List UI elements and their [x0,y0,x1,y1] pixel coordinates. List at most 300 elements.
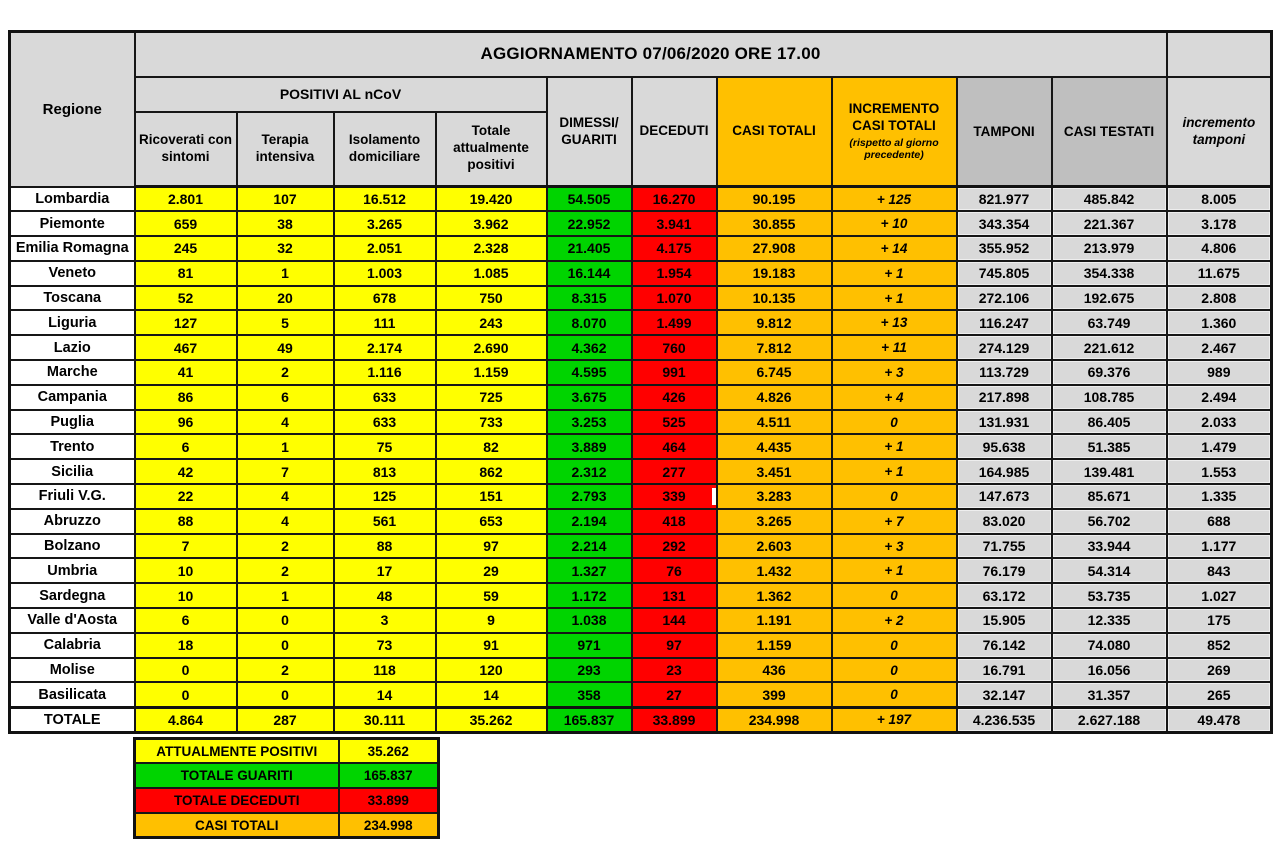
legend-label: ATTUALMENTE POSITIVI [135,739,339,764]
cell-dimessi-guariti: 971 [547,633,632,658]
cell-ricoverati-con-sintomi: 10 [135,583,237,608]
cell-incremento-tamponi: 1.553 [1167,459,1272,484]
cell-casi-totali: 2.603 [717,534,832,559]
cell-isolamento-domiciliare: 3.265 [334,211,436,236]
cell-casi-totali: 27.908 [717,236,832,261]
cell-incremento-casi-totali: + 13 [832,310,957,335]
cell-terapia-intensiva: 32 [237,236,334,261]
cell-dimessi-guariti: 3.675 [547,385,632,410]
col-header-incremento-casi [832,77,957,187]
cell-isolamento-domiciliare: 75 [334,434,436,459]
cell-totale-attualmente-positivi: 725 [436,385,547,410]
cell-deceduti: 339 [632,484,717,509]
cell-incremento-casi-totali: + 125 [832,187,957,212]
cell-casi-totali: 90.195 [717,187,832,212]
cell-totale-attualmente-positivi: 59 [436,583,547,608]
legend-label: TOTALE GUARITI [135,763,339,788]
cell-terapia-intensiva: 0 [237,682,334,707]
cell-isolamento-domiciliare: 48 [334,583,436,608]
table-row [10,583,1272,608]
table-row [10,410,1272,435]
cell-incremento-casi-totali: + 197 [832,707,957,732]
cell-incremento-tamponi: 2.467 [1167,335,1272,360]
col-header-terapia: Terapia intensiva [237,112,334,187]
cell-isolamento-domiciliare: 2.051 [334,236,436,261]
cell-dimessi-guariti: 2.214 [547,534,632,559]
cell-totale-attualmente-positivi: 3.962 [436,211,547,236]
cell-totale-attualmente-positivi: 2.690 [436,335,547,360]
cell-deceduti: 97 [632,633,717,658]
cell-deceduti: 144 [632,608,717,633]
cell-terapia-intensiva: 2 [237,360,334,385]
cell-incremento-casi-totali: 0 [832,682,957,707]
cell-tamponi: 147.673 [957,484,1052,509]
table-row [10,236,1272,261]
cell-ricoverati-con-sintomi: 86 [135,385,237,410]
cell-ricoverati-con-sintomi: 42 [135,459,237,484]
cell-incremento-casi-totali: 0 [832,658,957,683]
cell-incremento-casi-totali: + 11 [832,335,957,360]
cell-isolamento-domiciliare: 73 [334,633,436,658]
cell-terapia-intensiva: 6 [237,385,334,410]
cell-isolamento-domiciliare: 88 [334,534,436,559]
incremento-line1: INCREMENTO [848,101,940,117]
cell-dimessi-guariti: 3.253 [547,410,632,435]
cell-isolamento-domiciliare: 678 [334,286,436,311]
legend-value: 234.998 [339,813,439,838]
table-row [10,335,1272,360]
cell-incremento-tamponi: 8.005 [1167,187,1272,212]
table-row [10,484,1272,509]
cell-totale-attualmente-positivi: 1.085 [436,261,547,286]
cell-dimessi-guariti: 22.952 [547,211,632,236]
col-header-incremento-tamponi [1167,77,1272,187]
cell-dimessi-guariti: 1.172 [547,583,632,608]
cell-tamponi: 76.142 [957,633,1052,658]
cell-casi-testati: 31.357 [1052,682,1167,707]
incremento-line2: CASI TOTALI [852,118,936,134]
cell-incremento-casi-totali: + 1 [832,261,957,286]
cell-isolamento-domiciliare: 17 [334,558,436,583]
cell-deceduti: 1.070 [632,286,717,311]
cell-casi-totali: 10.135 [717,286,832,311]
cell-casi-totali: 234.998 [717,707,832,732]
cell-isolamento-domiciliare: 111 [334,310,436,335]
cell-casi-totali: 436 [717,658,832,683]
cell-casi-testati: 2.627.188 [1052,707,1167,732]
table-row [10,261,1272,286]
cell-dimessi-guariti: 3.889 [547,434,632,459]
cell-incremento-tamponi: 1.479 [1167,434,1272,459]
cell-tamponi: 355.952 [957,236,1052,261]
cell-regione: Piemonte [10,211,135,236]
legend-row-attualmente-positivi [135,739,439,764]
empty-corner-cell [1167,32,1272,77]
cell-regione: Sardegna [10,583,135,608]
cell-casi-testati: 33.944 [1052,534,1167,559]
cell-incremento-tamponi: 1.335 [1167,484,1272,509]
table-row [10,286,1272,311]
cell-totale-attualmente-positivi: 82 [436,434,547,459]
col-header-casi-totali: CASI TOTALI [717,77,832,187]
col-header-deceduti: DECEDUTI [632,77,717,187]
cell-regione: Valle d'Aosta [10,608,135,633]
cell-incremento-casi-totali: + 1 [832,434,957,459]
cell-regione: Liguria [10,310,135,335]
cell-tamponi: 821.977 [957,187,1052,212]
cell-tamponi: 131.931 [957,410,1052,435]
cell-incremento-casi-totali: 0 [832,484,957,509]
cell-casi-totali: 3.451 [717,459,832,484]
cell-tamponi: 4.236.535 [957,707,1052,732]
cell-tamponi: 16.791 [957,658,1052,683]
cell-casi-totali: 19.183 [717,261,832,286]
cell-tamponi: 164.985 [957,459,1052,484]
cell-dimessi-guariti: 8.315 [547,286,632,311]
cell-ricoverati-con-sintomi: 41 [135,360,237,385]
cell-dimessi-guariti: 4.362 [547,335,632,360]
cell-terapia-intensiva: 2 [237,534,334,559]
cell-incremento-tamponi: 1.027 [1167,583,1272,608]
legend-label: TOTALE DECEDUTI [135,788,339,813]
cell-incremento-tamponi: 2.494 [1167,385,1272,410]
cell-dimessi-guariti: 2.793 [547,484,632,509]
table-row [10,608,1272,633]
col-header-totale-positivi: Totale attualmente positivi [436,112,547,187]
legend-value: 33.899 [339,788,439,813]
cell-terapia-intensiva: 107 [237,187,334,212]
cell-regione: Abruzzo [10,509,135,534]
legend-value: 165.837 [339,763,439,788]
cell-terapia-intensiva: 7 [237,459,334,484]
incr-tamponi-line1: incremento [1182,114,1256,130]
cell-dimessi-guariti: 21.405 [547,236,632,261]
cell-casi-totali: 4.511 [717,410,832,435]
table-row [10,534,1272,559]
cell-incremento-tamponi: 11.675 [1167,261,1272,286]
cell-regione: Campania [10,385,135,410]
cell-incremento-tamponi: 3.178 [1167,211,1272,236]
cell-ricoverati-con-sintomi: 7 [135,534,237,559]
cell-incremento-tamponi: 1.360 [1167,310,1272,335]
table-row [10,459,1272,484]
cell-regione: Molise [10,658,135,683]
cell-incremento-tamponi: 269 [1167,658,1272,683]
cell-incremento-tamponi: 2.808 [1167,286,1272,311]
cell-casi-totali: 1.191 [717,608,832,633]
cell-terapia-intensiva: 2 [237,558,334,583]
cell-totale-attualmente-positivi: 750 [436,286,547,311]
cell-isolamento-domiciliare: 633 [334,385,436,410]
cell-regione: Trento [10,434,135,459]
cell-incremento-tamponi: 989 [1167,360,1272,385]
cell-ricoverati-con-sintomi: 0 [135,658,237,683]
cell-ricoverati-con-sintomi: 6 [135,434,237,459]
cell-terapia-intensiva: 1 [237,583,334,608]
cell-tamponi: 32.147 [957,682,1052,707]
table-body [10,187,1272,733]
table-row [10,385,1272,410]
cell-terapia-intensiva: 38 [237,211,334,236]
cell-regione: Bolzano [10,534,135,559]
legend-value: 35.262 [339,739,439,764]
cell-terapia-intensiva: 1 [237,434,334,459]
cell-isolamento-domiciliare: 633 [334,410,436,435]
cell-ricoverati-con-sintomi: 0 [135,682,237,707]
report-table [8,30,1273,734]
cell-dimessi-guariti: 293 [547,658,632,683]
legend-label: CASI TOTALI [135,813,339,838]
cell-deceduti: 27 [632,682,717,707]
cell-ricoverati-con-sintomi: 467 [135,335,237,360]
cell-totale-attualmente-positivi: 29 [436,558,547,583]
cell-deceduti: 277 [632,459,717,484]
cell-casi-testati: 221.367 [1052,211,1167,236]
incremento-note: (rispetto al giorno precedente) [849,137,939,162]
cell-tamponi: 15.905 [957,608,1052,633]
cell-deceduti: 991 [632,360,717,385]
cell-casi-testati: 16.056 [1052,658,1167,683]
cell-casi-testati: 51.385 [1052,434,1167,459]
cell-regione: Marche [10,360,135,385]
col-header-isolamento: Isolamento domiciliare [334,112,436,187]
cell-dimessi-guariti: 2.312 [547,459,632,484]
cell-terapia-intensiva: 49 [237,335,334,360]
cell-regione: Friuli V.G. [10,484,135,509]
cell-totale-attualmente-positivi: 2.328 [436,236,547,261]
cell-totale-attualmente-positivi: 733 [436,410,547,435]
cell-tamponi: 116.247 [957,310,1052,335]
cell-isolamento-domiciliare: 14 [334,682,436,707]
cell-ricoverati-con-sintomi: 22 [135,484,237,509]
cell-totale-attualmente-positivi: 91 [436,633,547,658]
table-row [10,633,1272,658]
cell-tamponi: 217.898 [957,385,1052,410]
cell-ricoverati-con-sintomi: 81 [135,261,237,286]
cell-casi-testati: 192.675 [1052,286,1167,311]
cell-totale-attualmente-positivi: 35.262 [436,707,547,732]
cell-casi-totali: 9.812 [717,310,832,335]
cell-ricoverati-con-sintomi: 18 [135,633,237,658]
cell-incremento-tamponi: 4.806 [1167,236,1272,261]
cell-regione: Emilia Romagna [10,236,135,261]
table-row [10,211,1272,236]
cell-incremento-casi-totali: 0 [832,633,957,658]
cell-terapia-intensiva: 20 [237,286,334,311]
legend-row-casi-totali [135,813,439,838]
cell-deceduti: 292 [632,534,717,559]
cell-totale-attualmente-positivi: 243 [436,310,547,335]
cell-deceduti: 1.499 [632,310,717,335]
cell-casi-testati: 85.671 [1052,484,1167,509]
cell-ricoverati-con-sintomi: 4.864 [135,707,237,732]
cell-isolamento-domiciliare: 30.111 [334,707,436,732]
col-group-positivi: POSITIVI AL nCoV [135,77,547,112]
cell-casi-testati: 86.405 [1052,410,1167,435]
cell-tamponi: 113.729 [957,360,1052,385]
cell-isolamento-domiciliare: 125 [334,484,436,509]
cell-tamponi: 272.106 [957,286,1052,311]
cell-incremento-casi-totali: + 3 [832,360,957,385]
cell-incremento-tamponi: 49.478 [1167,707,1272,732]
cell-isolamento-domiciliare: 1.003 [334,261,436,286]
cell-terapia-intensiva: 0 [237,608,334,633]
table-row [10,187,1272,212]
cell-incremento-casi-totali: + 1 [832,558,957,583]
cell-deceduti: 3.941 [632,211,717,236]
cell-isolamento-domiciliare: 1.116 [334,360,436,385]
cell-dimessi-guariti: 1.327 [547,558,632,583]
table-row [10,658,1272,683]
col-header-tamponi: TAMPONI [957,77,1052,187]
cell-casi-totali: 399 [717,682,832,707]
cell-incremento-tamponi: 265 [1167,682,1272,707]
cell-casi-testati: 485.842 [1052,187,1167,212]
cell-deceduti: 131 [632,583,717,608]
cell-incremento-casi-totali: + 7 [832,509,957,534]
report-title: AGGIORNAMENTO 07/06/2020 ORE 17.00 [135,32,1167,77]
cell-casi-totali: 1.432 [717,558,832,583]
cell-incremento-tamponi: 852 [1167,633,1272,658]
cell-ricoverati-con-sintomi: 245 [135,236,237,261]
cell-casi-totali: 30.855 [717,211,832,236]
cell-tamponi: 71.755 [957,534,1052,559]
cell-dimessi-guariti: 165.837 [547,707,632,732]
cell-isolamento-domiciliare: 16.512 [334,187,436,212]
cell-ricoverati-con-sintomi: 96 [135,410,237,435]
cell-incremento-tamponi: 175 [1167,608,1272,633]
cell-terapia-intensiva: 4 [237,410,334,435]
cell-incremento-casi-totali: + 3 [832,534,957,559]
cell-dimessi-guariti: 16.144 [547,261,632,286]
cell-incremento-casi-totali: + 14 [832,236,957,261]
cell-deceduti: 76 [632,558,717,583]
cell-incremento-tamponi: 843 [1167,558,1272,583]
cell-regione: Lombardia [10,187,135,212]
cell-deceduti: 23 [632,658,717,683]
cell-isolamento-domiciliare: 813 [334,459,436,484]
cell-regione: Lazio [10,335,135,360]
cell-ricoverati-con-sintomi: 2.801 [135,187,237,212]
cell-casi-testati: 221.612 [1052,335,1167,360]
cell-incremento-casi-totali: + 2 [832,608,957,633]
cell-ricoverati-con-sintomi: 88 [135,509,237,534]
cell-casi-testati: 354.338 [1052,261,1167,286]
cell-casi-testati: 139.481 [1052,459,1167,484]
table-row [10,682,1272,707]
cell-tamponi: 83.020 [957,509,1052,534]
cell-totale-attualmente-positivi: 653 [436,509,547,534]
cell-casi-testati: 213.979 [1052,236,1167,261]
cell-deceduti: 4.175 [632,236,717,261]
col-header-casi-testati: CASI TESTATI [1052,77,1167,187]
cell-terapia-intensiva: 0 [237,633,334,658]
legend-table [133,737,440,839]
cell-terapia-intensiva: 4 [237,484,334,509]
cell-ricoverati-con-sintomi: 52 [135,286,237,311]
cell-terapia-intensiva: 4 [237,509,334,534]
cell-dimessi-guariti: 2.194 [547,509,632,534]
cell-incremento-casi-totali: 0 [832,583,957,608]
cell-tamponi: 274.129 [957,335,1052,360]
dimessi-line2: GUARITI [561,132,617,148]
cell-dimessi-guariti: 1.038 [547,608,632,633]
cell-casi-testati: 12.335 [1052,608,1167,633]
cell-casi-totali: 1.362 [717,583,832,608]
table-row [10,558,1272,583]
cell-casi-totali: 4.826 [717,385,832,410]
cell-terapia-intensiva: 5 [237,310,334,335]
cell-regione: Veneto [10,261,135,286]
cell-isolamento-domiciliare: 118 [334,658,436,683]
cell-deceduti: 426 [632,385,717,410]
cell-casi-testati: 63.749 [1052,310,1167,335]
cell-incremento-tamponi: 2.033 [1167,410,1272,435]
cell-regione: Calabria [10,633,135,658]
table-header [10,32,1272,187]
cell-deceduti: 1.954 [632,261,717,286]
cell-incremento-tamponi: 1.177 [1167,534,1272,559]
cell-ricoverati-con-sintomi: 127 [135,310,237,335]
cell-regione: Puglia [10,410,135,435]
cell-totale-attualmente-positivi: 862 [436,459,547,484]
cell-dimessi-guariti: 358 [547,682,632,707]
cell-ricoverati-con-sintomi: 6 [135,608,237,633]
cell-casi-totali: 3.283 [717,484,832,509]
cell-incremento-casi-totali: + 1 [832,459,957,484]
cell-casi-totali: 3.265 [717,509,832,534]
table-row [10,434,1272,459]
cell-tamponi: 76.179 [957,558,1052,583]
cell-totale-attualmente-positivi: 19.420 [436,187,547,212]
cell-casi-totali: 6.745 [717,360,832,385]
cell-totale-attualmente-positivi: 151 [436,484,547,509]
cell-casi-testati: 56.702 [1052,509,1167,534]
cell-totale-attualmente-positivi: 120 [436,658,547,683]
cell-casi-testati: 53.735 [1052,583,1167,608]
cell-casi-totali: 4.435 [717,434,832,459]
cell-ricoverati-con-sintomi: 659 [135,211,237,236]
cell-deceduti: 464 [632,434,717,459]
cell-terapia-intensiva: 287 [237,707,334,732]
cell-totale-attualmente-positivi: 14 [436,682,547,707]
cell-regione: Toscana [10,286,135,311]
cell-dimessi-guariti: 4.595 [547,360,632,385]
cell-totale-attualmente-positivi: 97 [436,534,547,559]
cell-regione: TOTALE [10,707,135,732]
cell-tamponi: 63.172 [957,583,1052,608]
col-header-regione: Regione [10,32,135,187]
cell-incremento-casi-totali: + 1 [832,286,957,311]
incr-tamponi-line2: tamponi [1192,132,1246,148]
cell-tamponi: 745.805 [957,261,1052,286]
col-header-ricoverati: Ricoverati con sintomi [135,112,237,187]
cell-deceduti: 16.270 [632,187,717,212]
table-row [10,310,1272,335]
cell-tamponi: 343.354 [957,211,1052,236]
cell-deceduti: 525 [632,410,717,435]
cell-dimessi-guariti: 54.505 [547,187,632,212]
legend-row-totale-guariti [135,763,439,788]
cell-deceduti: 33.899 [632,707,717,732]
cell-incremento-casi-totali: + 4 [832,385,957,410]
cell-casi-totali: 7.812 [717,335,832,360]
cell-isolamento-domiciliare: 2.174 [334,335,436,360]
cell-casi-testati: 69.376 [1052,360,1167,385]
cell-casi-testati: 54.314 [1052,558,1167,583]
total-row [10,707,1272,732]
legend-row-totale-deceduti [135,788,439,813]
